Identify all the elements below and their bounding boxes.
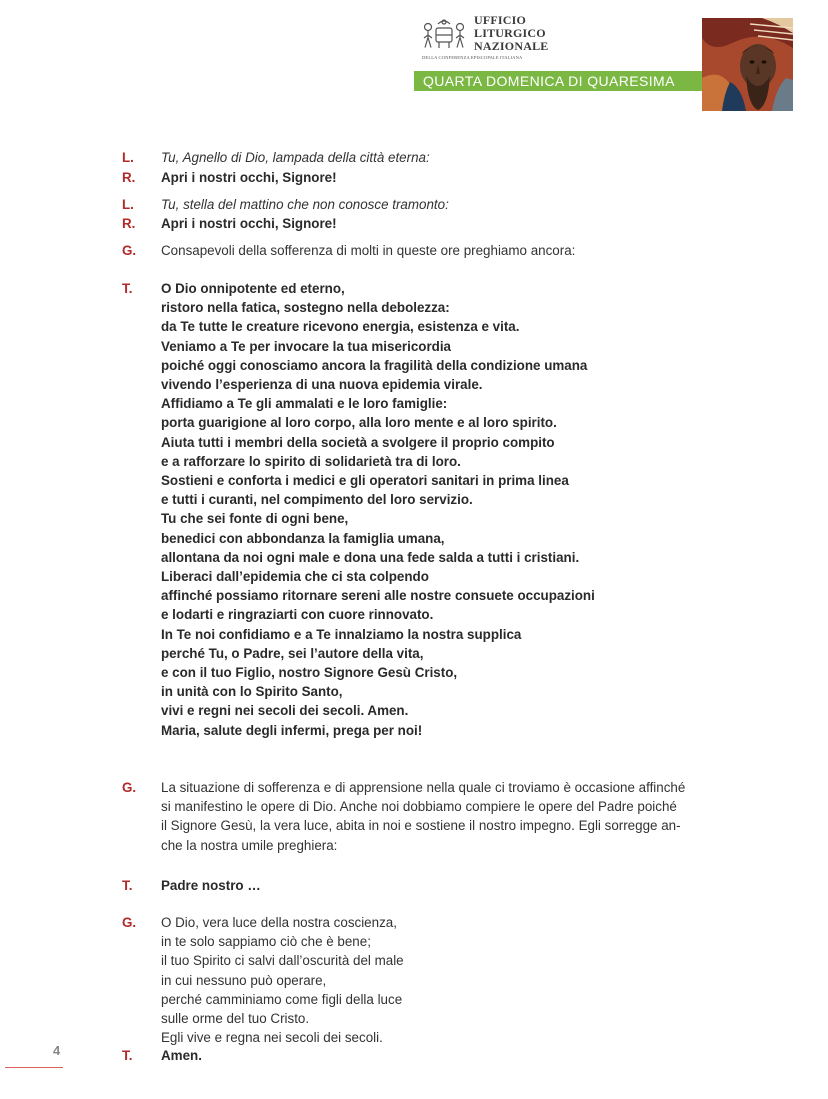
- prayer-line: Aiuta tutti i membri della società a svolgere il proprio compito: [161, 434, 555, 450]
- prayer-line: sulle orme del tuo Cristo.: [161, 1011, 310, 1026]
- prayer-line: Consapevoli della sofferenza di molti in queste ore preghiamo ancora:: [161, 243, 576, 258]
- prayer-line: Egli vive e regna nei secoli dei secoli.: [161, 1030, 383, 1046]
- prayer-line: Affidiamo a Te gli ammalati e le loro famiglie:: [161, 396, 448, 412]
- page-number: 4: [53, 1043, 61, 1058]
- prayer-line: Liberaci dall’epidemia che ci sta colpendo: [161, 569, 429, 584]
- prayer-line: e lodarti e ringraziarti con cuore rinnovato.: [161, 607, 434, 623]
- prayer-line: In Te noi confidiamo e a Te innalziamo la nostra supplica: [161, 626, 522, 642]
- ufficio-liturgico-logo: [418, 14, 548, 64]
- sacred-art-image: [702, 18, 793, 111]
- prayer-line: Amen.: [161, 1048, 202, 1063]
- logo-emblem-icon: [420, 18, 468, 52]
- prayer-line: in unità con lo Spirito Santo,: [161, 684, 343, 700]
- role-marker: L.: [122, 150, 134, 165]
- role-marker: G.: [122, 780, 137, 795]
- logo-line-2: LITURGICO: [474, 26, 546, 40]
- role-marker: L.: [122, 197, 134, 212]
- prayer-line: il tuo Spirito ci salvi dall’oscurità del male: [161, 953, 404, 969]
- prayer-line: Apri i nostri occhi, Signore!: [161, 170, 337, 185]
- logo-line-1: UFFICIO: [474, 13, 527, 27]
- prayer-line: Sostieni e conforta i medici e gli operatori sanitari in prima linea: [161, 473, 569, 488]
- prayer-line: benedici con abbondanza la famiglia umana,: [161, 530, 445, 546]
- role-marker: G.: [122, 243, 137, 258]
- prayer-line: Apri i nostri occhi, Signore!: [161, 216, 337, 231]
- prayer-line: perché camminiamo come figli della luce: [161, 991, 403, 1007]
- role-marker: R.: [122, 170, 136, 185]
- prayer-line: affinché possiamo ritornare sereni alle nostre consuete occupazioni: [161, 588, 595, 604]
- prayer-line: Tu, stella del mattino che non conosce tramonto:: [161, 197, 449, 212]
- prayer-line: O Dio onnipotente ed eterno,: [161, 281, 345, 296]
- prayer-line: e tutti i curanti, nel compimento del loro servizio.: [161, 492, 473, 508]
- role-marker: T.: [122, 878, 133, 893]
- role-marker: T.: [122, 1048, 133, 1063]
- prayer-line: in te solo sappiamo ciò che è bene;: [161, 934, 371, 950]
- logo-line-3: NAZIONALE: [474, 39, 549, 53]
- prayer-line: ristoro nella fatica, sostegno nella debolezza:: [161, 300, 450, 316]
- prayer-line: allontana da noi ogni male e dona una fede salda a tutti i cristiani.: [161, 549, 580, 565]
- prayer-line: e a rafforzare lo spirito di solidarietà tra di loro.: [161, 453, 461, 469]
- prayer-line: La situazione di sofferenza e di apprensione nella quale ci troviamo è occasione affinché: [161, 780, 686, 795]
- prayer-line: si manifestino le opere di Dio. Anche noi dobbiamo compiere le opere del Padre poiché: [161, 799, 677, 815]
- logo-subtitle: DELLA CONFERENZA EPISCOPALE ITALIANA: [422, 55, 523, 60]
- prayer-line: Tu, Agnello di Dio, lampada della città eterna:: [161, 150, 430, 165]
- prayer-line: il Signore Gesù, la vera luce, abita in noi e sostiene il nostro impegno. Egli sorregge an-: [161, 818, 681, 834]
- prayer-line: Maria, salute degli infermi, prega per noi!: [161, 722, 423, 738]
- prayer-line: vivi e regni nei secoli dei secoli. Amen.: [161, 703, 409, 719]
- prayer-line: perché Tu, o Padre, sei l’autore della vita,: [161, 645, 424, 661]
- page-number-rule: [5, 1067, 63, 1068]
- prayer-line: O Dio, vera luce della nostra coscienza,: [161, 915, 397, 930]
- role-marker: T.: [122, 281, 133, 296]
- prayer-line: che la nostra umile preghiera:: [161, 837, 338, 853]
- role-marker: R.: [122, 216, 136, 231]
- prayer-line: Padre nostro …: [161, 878, 261, 893]
- prayer-line: poiché oggi conosciamo ancora la fragilità della condizione umana: [161, 357, 588, 373]
- sunday-banner: QUARTA DOMENICA DI QUARESIMA: [414, 71, 726, 91]
- prayer-line: porta guarigione al loro corpo, alla loro mente e al loro spirito.: [161, 415, 557, 431]
- prayer-line: e con il tuo Figlio, nostro Signore Gesù Cristo,: [161, 665, 458, 680]
- prayer-line: da Te tutte le creature ricevono energia, esistenza e vita.: [161, 319, 520, 335]
- prayer-line: in cui nessuno può operare,: [161, 972, 327, 988]
- role-marker: G.: [122, 915, 137, 930]
- prayer-line: vivendo l’esperienza di una nuova epidemia virale.: [161, 377, 483, 392]
- prayer-line: Veniamo a Te per invocare la tua misericordia: [161, 338, 452, 354]
- prayer-line: Tu che sei fonte di ogni bene,: [161, 511, 349, 527]
